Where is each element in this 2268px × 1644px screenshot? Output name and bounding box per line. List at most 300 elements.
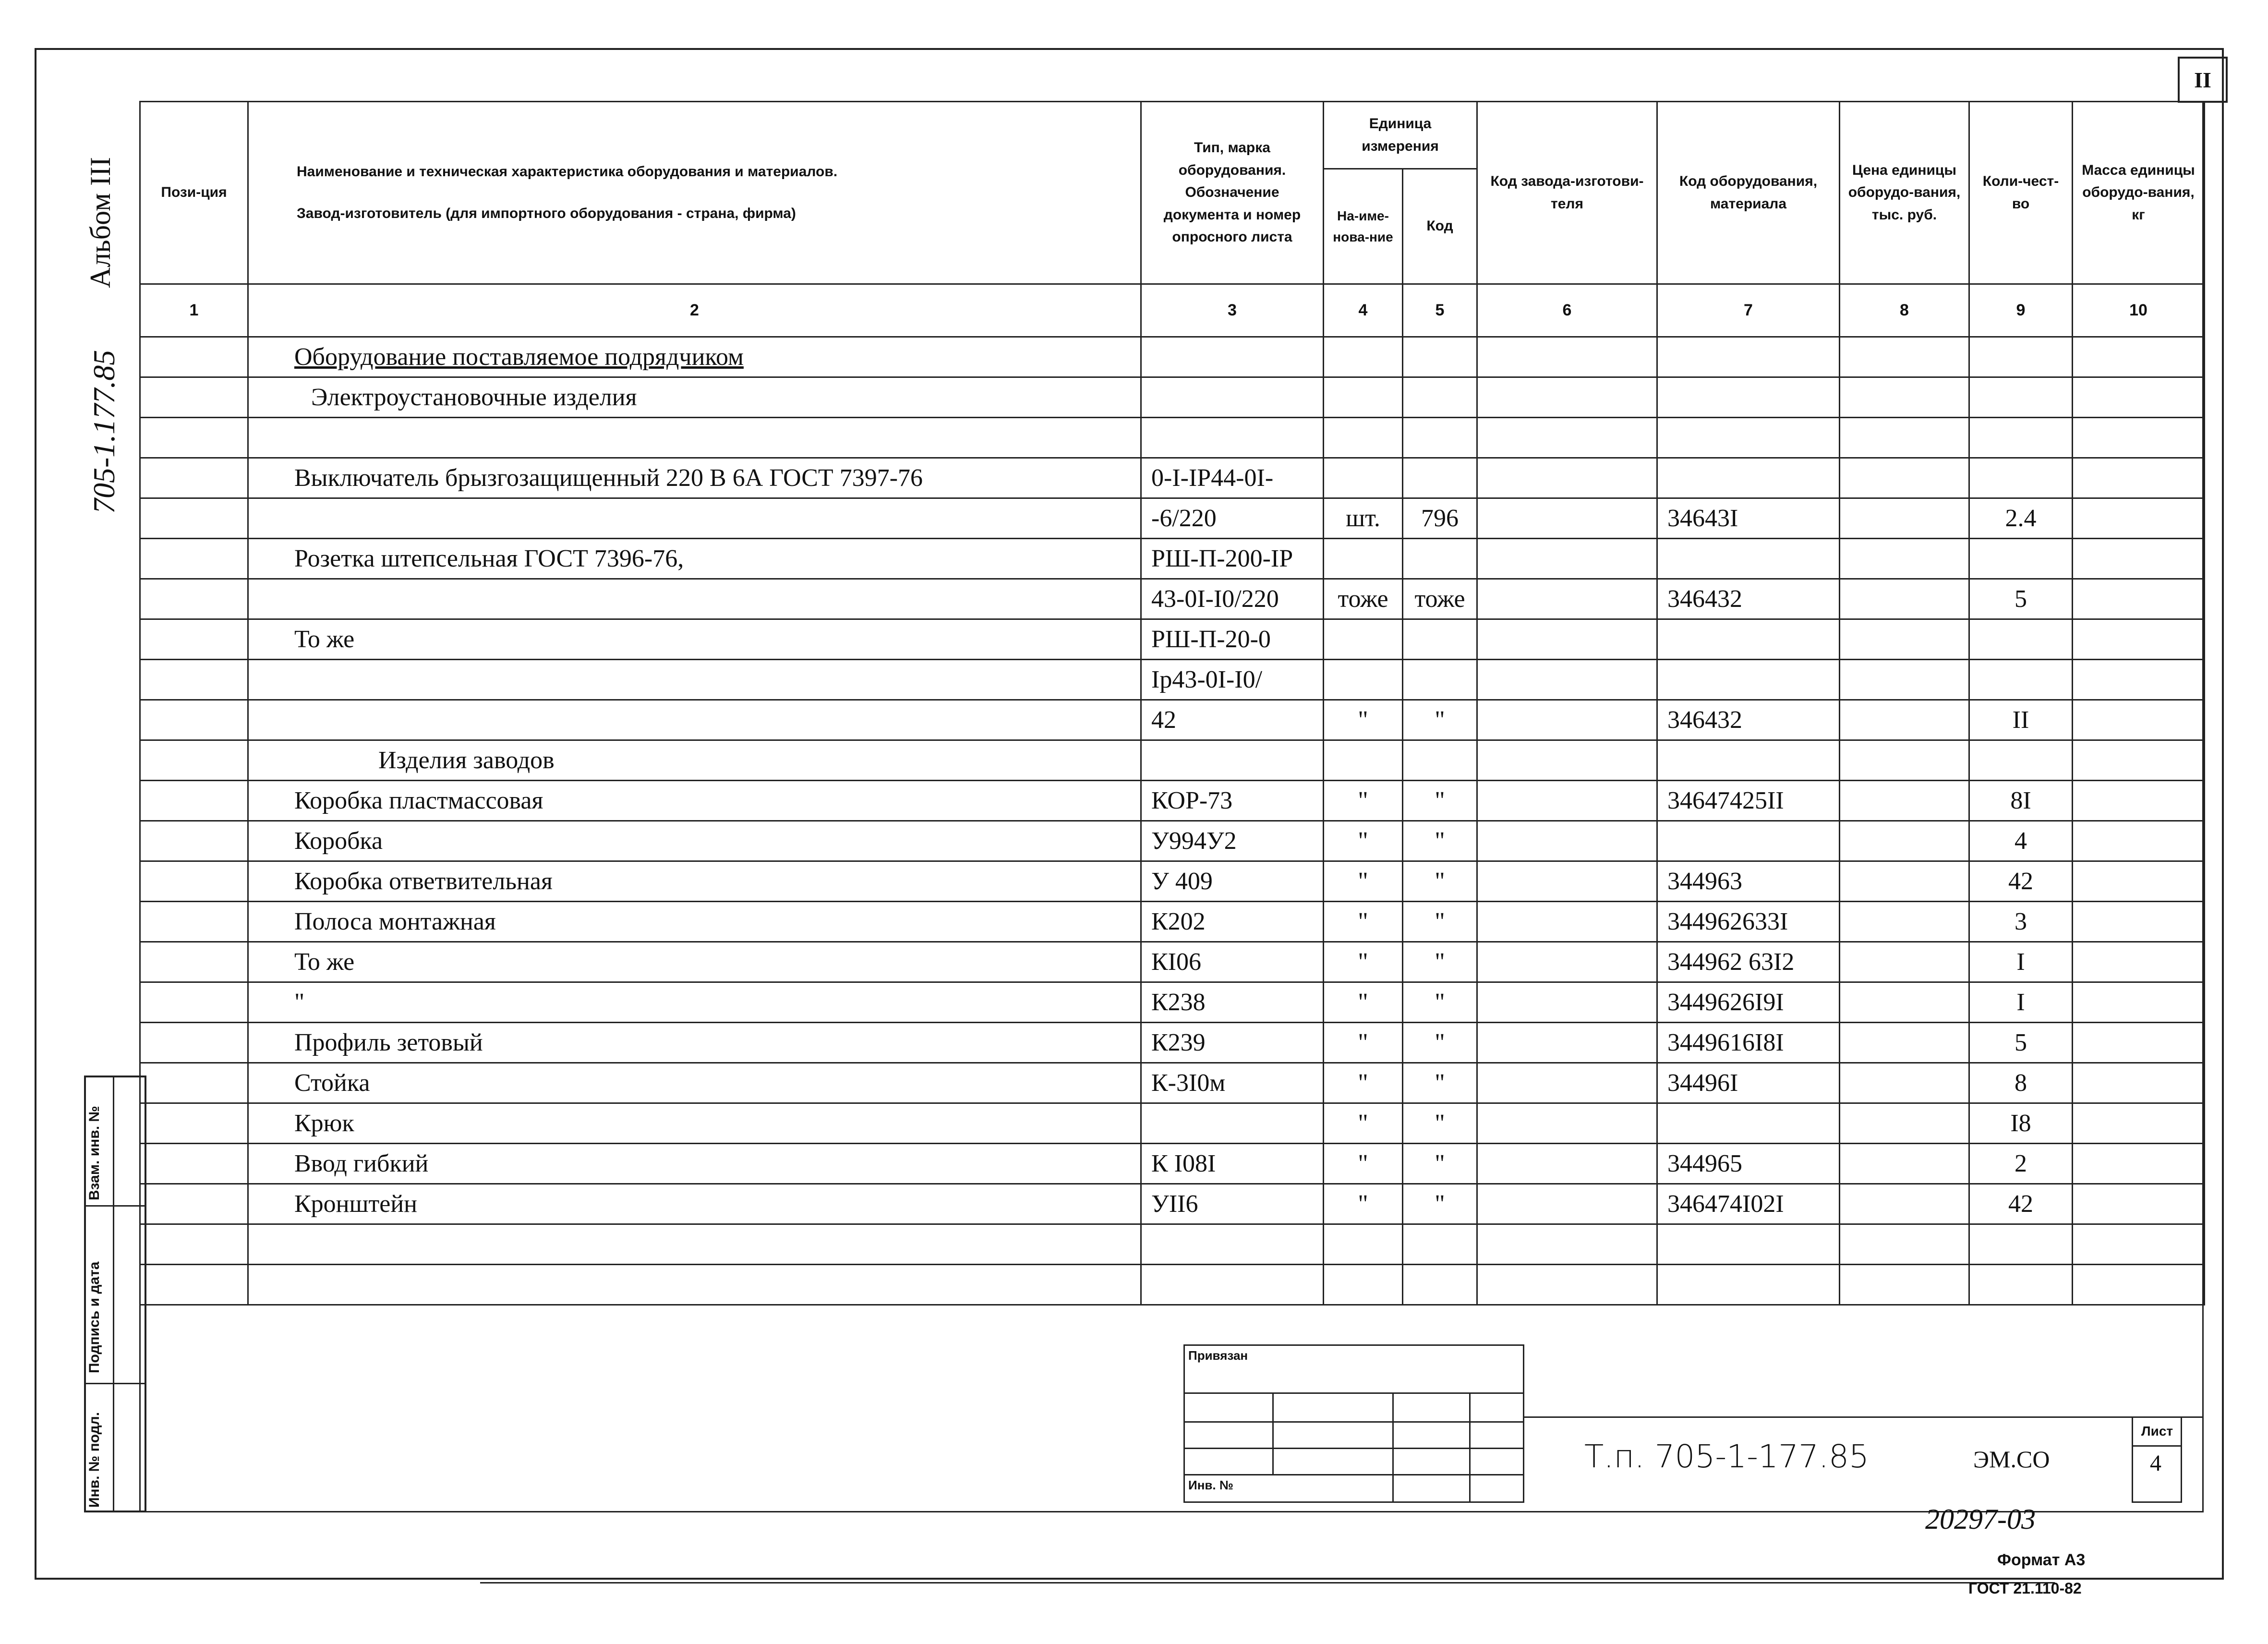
cell-type xyxy=(1141,377,1324,418)
cell-mass xyxy=(2073,1023,2205,1063)
cell-unit: " xyxy=(1324,700,1403,740)
cell-material-code: 34647425II xyxy=(1657,781,1840,821)
stamp-label-signature-date: Подпись и дата xyxy=(86,1261,102,1373)
cell-name: Выключатель брызгозащищенный 220 В 6А ГОСТ 7397-76 xyxy=(248,458,1141,498)
cell-pos xyxy=(140,539,248,579)
table-row xyxy=(140,1184,2205,1224)
binding-stamp-label: Привязан xyxy=(1188,1348,1248,1363)
cell-mass xyxy=(2073,458,2205,498)
cell-unit: " xyxy=(1324,902,1403,942)
cell-type: РШ-П-200-IР xyxy=(1141,539,1324,579)
cell-pos xyxy=(140,1144,248,1184)
cell-unit-code: " xyxy=(1403,1103,1477,1144)
cell-mass xyxy=(2073,1144,2205,1184)
cell-mass xyxy=(2073,337,2205,377)
cell-price xyxy=(1840,1224,1969,1265)
cell-price xyxy=(1840,1265,1969,1305)
cell-unit: " xyxy=(1324,861,1403,902)
cell-unit-code: 796 xyxy=(1403,498,1477,539)
cell-mass xyxy=(2073,942,2205,982)
cell-pos xyxy=(140,1265,248,1305)
cell-name: То же xyxy=(248,619,1141,660)
cell-pos xyxy=(140,1184,248,1224)
col-num: 3 xyxy=(1141,284,1324,337)
cell-name: То же xyxy=(248,942,1141,982)
cell-quantity: 5 xyxy=(1969,1023,2073,1063)
cell-price xyxy=(1840,902,1969,942)
cell-factory-code xyxy=(1477,619,1657,660)
cell-mass xyxy=(2073,1224,2205,1265)
header-unit-code: Код xyxy=(1403,169,1477,284)
cell-unit xyxy=(1324,458,1403,498)
cell-pos xyxy=(140,377,248,418)
cell-price xyxy=(1840,377,1969,418)
column-number-row xyxy=(140,284,2205,337)
cell-type: УII6 xyxy=(1141,1184,1324,1224)
cell-unit xyxy=(1324,740,1403,781)
cell-price xyxy=(1840,740,1969,781)
table-row xyxy=(140,902,2205,942)
cell-factory-code xyxy=(1477,821,1657,861)
cell-material-code xyxy=(1657,1103,1840,1144)
cell-name xyxy=(248,498,1141,539)
cell-price xyxy=(1840,337,1969,377)
table-row xyxy=(140,821,2205,861)
cell-quantity: 4 xyxy=(1969,821,2073,861)
cell-factory-code xyxy=(1477,1023,1657,1063)
cell-unit: " xyxy=(1324,982,1403,1023)
cell-material-code xyxy=(1657,821,1840,861)
cell-unit xyxy=(1324,619,1403,660)
cell-unit: тоже xyxy=(1324,579,1403,619)
cell-quantity xyxy=(1969,660,2073,700)
cell-unit-code: " xyxy=(1403,1144,1477,1184)
cell-unit-code xyxy=(1403,1224,1477,1265)
cell-type: К239 xyxy=(1141,1023,1324,1063)
cell-name xyxy=(248,1224,1141,1265)
binding-stamp xyxy=(1183,1344,1524,1503)
cell-type: К-3I0м xyxy=(1141,1063,1324,1103)
side-album-label: Альбом III xyxy=(84,157,116,288)
cell-type: 0-I-IP44-0I- xyxy=(1141,458,1324,498)
cell-unit xyxy=(1324,1265,1403,1305)
cell-name: Коробка пластмассовая xyxy=(248,781,1141,821)
cell-name: Изделия заводов xyxy=(248,740,1141,781)
cell-type xyxy=(1141,1224,1324,1265)
cell-unit-code: тоже xyxy=(1403,579,1477,619)
cell-factory-code xyxy=(1477,781,1657,821)
cell-name xyxy=(248,660,1141,700)
cell-pos xyxy=(140,337,248,377)
table-row xyxy=(140,619,2205,660)
stamp-label-original-inv: Инв. № подл. xyxy=(86,1412,102,1508)
cell-name xyxy=(248,579,1141,619)
cell-price xyxy=(1840,418,1969,458)
header-type: Тип, марка оборудования. Обозначение документа и номер опросного листа xyxy=(1141,102,1324,284)
cell-pos xyxy=(140,1023,248,1063)
cell-quantity: 8 xyxy=(1969,1063,2073,1103)
cell-unit xyxy=(1324,660,1403,700)
cell-unit xyxy=(1324,1224,1403,1265)
cell-mass xyxy=(2073,740,2205,781)
header-unit-name: На-име-нова-ние xyxy=(1324,169,1403,284)
cell-name: Оборудование поставляемое подрядчиком xyxy=(248,337,1141,377)
cell-pos xyxy=(140,942,248,982)
table-row xyxy=(140,458,2205,498)
cell-type: Iр43-0I-I0/ xyxy=(1141,660,1324,700)
cell-unit: " xyxy=(1324,1184,1403,1224)
cell-type xyxy=(1141,418,1324,458)
cell-mass xyxy=(2073,861,2205,902)
cell-unit-code: " xyxy=(1403,700,1477,740)
cell-name: " xyxy=(248,982,1141,1023)
cell-name xyxy=(248,1265,1141,1305)
cell-unit-code xyxy=(1403,337,1477,377)
cell-type: КI06 xyxy=(1141,942,1324,982)
cell-factory-code xyxy=(1477,902,1657,942)
cell-unit-code: " xyxy=(1403,1184,1477,1224)
cell-factory-code xyxy=(1477,458,1657,498)
cell-quantity xyxy=(1969,418,2073,458)
binding-stamp-line-4 xyxy=(1183,1474,1524,1475)
cell-factory-code xyxy=(1477,377,1657,418)
cell-factory-code xyxy=(1477,660,1657,700)
cell-type: 43-0I-I0/220 xyxy=(1141,579,1324,619)
table-row xyxy=(140,1023,2205,1063)
cell-material-code xyxy=(1657,1265,1840,1305)
cell-unit xyxy=(1324,377,1403,418)
cell-quantity: 2 xyxy=(1969,1144,2073,1184)
cell-quantity: 2.4 xyxy=(1969,498,2073,539)
cell-quantity: 8I xyxy=(1969,781,2073,821)
cell-factory-code xyxy=(1477,982,1657,1023)
cell-unit-code: " xyxy=(1403,821,1477,861)
cell-pos xyxy=(140,740,248,781)
cell-quantity: I xyxy=(1969,982,2073,1023)
cell-unit: шт. xyxy=(1324,498,1403,539)
table-row xyxy=(140,539,2205,579)
cell-material-code xyxy=(1657,337,1840,377)
left-stamp-sep-2 xyxy=(84,1383,146,1384)
cell-mass xyxy=(2073,1184,2205,1224)
table-row xyxy=(140,942,2205,982)
cell-material-code xyxy=(1657,539,1840,579)
cell-material-code: 34496I xyxy=(1657,1063,1840,1103)
cell-name: Электроустановочные изделия xyxy=(248,377,1141,418)
cell-price xyxy=(1840,619,1969,660)
cell-quantity xyxy=(1969,619,2073,660)
cell-price xyxy=(1840,1144,1969,1184)
cell-factory-code xyxy=(1477,1103,1657,1144)
cell-unit: " xyxy=(1324,1063,1403,1103)
header-name-line1: Наименование и техническая характеристика оборудования и материалов. xyxy=(297,164,838,180)
cell-pos xyxy=(140,982,248,1023)
cell-quantity: I xyxy=(1969,942,2073,982)
cell-quantity xyxy=(1969,539,2073,579)
cell-name: Крюк xyxy=(248,1103,1141,1144)
cell-factory-code xyxy=(1477,1184,1657,1224)
col-num: 1 xyxy=(140,284,248,337)
cell-price xyxy=(1840,539,1969,579)
table-row xyxy=(140,1103,2205,1144)
cell-name: Розетка штепсельная ГОСТ 7396-76, xyxy=(248,539,1141,579)
cell-material-code: 346432 xyxy=(1657,700,1840,740)
header-position: Пози-ция xyxy=(140,102,248,284)
cell-pos xyxy=(140,781,248,821)
cell-material-code: 344962 63I2 xyxy=(1657,942,1840,982)
binding-stamp-vline-1 xyxy=(1272,1392,1274,1474)
specification-table xyxy=(139,101,2205,1306)
col-num: 6 xyxy=(1477,284,1657,337)
cell-material-code: 34643I xyxy=(1657,498,1840,539)
cell-pos xyxy=(140,902,248,942)
cell-factory-code xyxy=(1477,539,1657,579)
archive-number: 20297-03 xyxy=(1925,1503,2036,1535)
cell-material-code: 346474I02I xyxy=(1657,1184,1840,1224)
table-row xyxy=(140,1224,2205,1265)
cell-name: Коробка ответвительная xyxy=(248,861,1141,902)
cell-unit xyxy=(1324,539,1403,579)
header-name xyxy=(248,102,1141,284)
cell-unit-code xyxy=(1403,377,1477,418)
table-row xyxy=(140,377,2205,418)
col-num: 7 xyxy=(1657,284,1840,337)
col-num: 4 xyxy=(1324,284,1403,337)
cell-unit-code xyxy=(1403,418,1477,458)
cell-unit-code xyxy=(1403,740,1477,781)
cell-price xyxy=(1840,660,1969,700)
cell-price xyxy=(1840,861,1969,902)
cell-unit-code xyxy=(1403,660,1477,700)
cell-pos xyxy=(140,660,248,700)
table-row xyxy=(140,579,2205,619)
cell-mass xyxy=(2073,660,2205,700)
cell-price xyxy=(1840,700,1969,740)
cell-unit: " xyxy=(1324,1023,1403,1063)
cell-quantity: 3 xyxy=(1969,902,2073,942)
cell-unit: " xyxy=(1324,781,1403,821)
cell-name: Кронштейн xyxy=(248,1184,1141,1224)
list-label: Лист xyxy=(2141,1424,2173,1438)
cell-mass xyxy=(2073,377,2205,418)
cell-price xyxy=(1840,1023,1969,1063)
cell-material-code xyxy=(1657,740,1840,781)
cell-unit: " xyxy=(1324,821,1403,861)
cell-mass xyxy=(2073,821,2205,861)
cell-pos xyxy=(140,861,248,902)
binding-stamp-vline-3 xyxy=(1469,1392,1471,1503)
cell-factory-code xyxy=(1477,942,1657,982)
binding-stamp-line-2 xyxy=(1183,1421,1524,1423)
table-row xyxy=(140,982,2205,1023)
cell-unit-code: " xyxy=(1403,781,1477,821)
table-row xyxy=(140,1265,2205,1305)
cell-quantity: I8 xyxy=(1969,1103,2073,1144)
inventory-number-label: Инв. № xyxy=(1188,1478,1233,1492)
cell-factory-code xyxy=(1477,498,1657,539)
cell-type: У994У2 xyxy=(1141,821,1324,861)
cell-unit-code xyxy=(1403,619,1477,660)
cell-material-code: 344965 xyxy=(1657,1144,1840,1184)
cell-factory-code xyxy=(1477,1265,1657,1305)
col-num: 8 xyxy=(1840,284,1969,337)
cell-factory-code xyxy=(1477,1144,1657,1184)
cell-mass xyxy=(2073,700,2205,740)
col-num: 10 xyxy=(2073,284,2205,337)
cell-name: Стойка xyxy=(248,1063,1141,1103)
cell-quantity xyxy=(1969,377,2073,418)
table-row xyxy=(140,660,2205,700)
cell-type: 42 xyxy=(1141,700,1324,740)
cell-material-code: 346432 xyxy=(1657,579,1840,619)
cell-mass xyxy=(2073,539,2205,579)
table-row xyxy=(140,700,2205,740)
document-mark: ЭМ.СО xyxy=(1973,1446,2050,1473)
cell-price xyxy=(1840,458,1969,498)
cell-unit xyxy=(1324,337,1403,377)
cell-material-code: 344962633I xyxy=(1657,902,1840,942)
cell-quantity: 5 xyxy=(1969,579,2073,619)
binding-stamp-line-3 xyxy=(1183,1448,1524,1449)
cell-unit-code: " xyxy=(1403,1023,1477,1063)
cell-material-code: 344963 xyxy=(1657,861,1840,902)
cell-mass xyxy=(2073,1265,2205,1305)
header-unit-group: Единица измерения xyxy=(1324,102,1477,169)
cell-type: РШ-П-20-0 xyxy=(1141,619,1324,660)
header-name-line2: Завод-изготовитель (для импортного оборудования - страна, фирма) xyxy=(297,205,796,221)
cell-type xyxy=(1141,1265,1324,1305)
cell-factory-code xyxy=(1477,861,1657,902)
cell-price xyxy=(1840,1063,1969,1103)
cell-name: Ввод гибкий xyxy=(248,1144,1141,1184)
cell-factory-code xyxy=(1477,1224,1657,1265)
cell-unit-code: " xyxy=(1403,982,1477,1023)
cell-type: -6/220 xyxy=(1141,498,1324,539)
cell-type: КОР-73 xyxy=(1141,781,1324,821)
cell-unit: " xyxy=(1324,942,1403,982)
cell-type: К202 xyxy=(1141,902,1324,942)
cell-unit-code: " xyxy=(1403,1063,1477,1103)
cell-material-code xyxy=(1657,418,1840,458)
cell-pos xyxy=(140,1063,248,1103)
cell-factory-code xyxy=(1477,1063,1657,1103)
cell-mass xyxy=(2073,619,2205,660)
cell-type: К I08I xyxy=(1141,1144,1324,1184)
cell-pos xyxy=(140,418,248,458)
cell-price xyxy=(1840,982,1969,1023)
cell-factory-code xyxy=(1477,740,1657,781)
cell-name: Полоса монтажная xyxy=(248,902,1141,942)
cell-unit-code xyxy=(1403,458,1477,498)
cell-mass xyxy=(2073,1103,2205,1144)
cell-factory-code xyxy=(1477,418,1657,458)
table-row xyxy=(140,337,2205,377)
binding-stamp-vline-2 xyxy=(1392,1392,1394,1503)
left-stamp-sep-1 xyxy=(84,1205,146,1207)
cell-mass xyxy=(2073,418,2205,458)
cell-name: Коробка xyxy=(248,821,1141,861)
cell-name xyxy=(248,418,1141,458)
cell-price xyxy=(1840,498,1969,539)
cell-type xyxy=(1141,337,1324,377)
table-row xyxy=(140,740,2205,781)
cell-mass xyxy=(2073,1063,2205,1103)
col-num: 2 xyxy=(248,284,1141,337)
table-row xyxy=(140,1063,2205,1103)
cell-price xyxy=(1840,821,1969,861)
table-row xyxy=(140,1144,2205,1184)
list-number: 4 xyxy=(2150,1451,2161,1476)
cell-quantity xyxy=(1969,337,2073,377)
cell-material-code: 3449626I9I xyxy=(1657,982,1840,1023)
col-num: 9 xyxy=(1969,284,2073,337)
cell-quantity xyxy=(1969,458,2073,498)
cell-quantity xyxy=(1969,740,2073,781)
cell-unit-code: " xyxy=(1403,942,1477,982)
cell-unit-code xyxy=(1403,1265,1477,1305)
cell-pos xyxy=(140,458,248,498)
cell-pos xyxy=(140,700,248,740)
bottom-rule xyxy=(480,1582,2055,1584)
list-box-divider xyxy=(2132,1445,2182,1447)
cell-pos xyxy=(140,821,248,861)
cell-unit-code xyxy=(1403,539,1477,579)
table-row xyxy=(140,861,2205,902)
cell-pos xyxy=(140,1103,248,1144)
cell-unit-code: " xyxy=(1403,861,1477,902)
cell-mass xyxy=(2073,902,2205,942)
cell-mass xyxy=(2073,781,2205,821)
header-price: Цена единицы оборудо-вания, тыс. руб. xyxy=(1840,102,1969,284)
corner-sheet-number: II xyxy=(2178,57,2228,103)
header-quantity: Коли-чест-во xyxy=(1969,102,2073,284)
header-factory-code: Код завода-изготови-теля xyxy=(1477,102,1657,284)
col-num: 5 xyxy=(1403,284,1477,337)
cell-material-code: 3449616I8I xyxy=(1657,1023,1840,1063)
table-row xyxy=(140,781,2205,821)
cell-material-code xyxy=(1657,619,1840,660)
cell-material-code xyxy=(1657,458,1840,498)
cell-quantity: II xyxy=(1969,700,2073,740)
cell-price xyxy=(1840,1103,1969,1144)
cell-unit: " xyxy=(1324,1144,1403,1184)
cell-factory-code xyxy=(1477,700,1657,740)
cell-unit: " xyxy=(1324,1103,1403,1144)
cell-mass xyxy=(2073,498,2205,539)
cell-price xyxy=(1840,1184,1969,1224)
cell-material-code xyxy=(1657,660,1840,700)
cell-unit-code: " xyxy=(1403,902,1477,942)
cell-material-code xyxy=(1657,1224,1840,1265)
cell-type: К238 xyxy=(1141,982,1324,1023)
cell-factory-code xyxy=(1477,337,1657,377)
cell-factory-code xyxy=(1477,579,1657,619)
cell-quantity: 42 xyxy=(1969,1184,2073,1224)
cell-mass xyxy=(2073,579,2205,619)
table-row xyxy=(140,498,2205,539)
table-row xyxy=(140,418,2205,458)
gost-label: ГОСТ 21.110-82 xyxy=(1968,1580,2082,1597)
cell-quantity xyxy=(1969,1224,2073,1265)
cell-quantity xyxy=(1969,1265,2073,1305)
cell-price xyxy=(1840,781,1969,821)
cell-quantity: 42 xyxy=(1969,861,2073,902)
cell-pos xyxy=(140,498,248,539)
cell-price xyxy=(1840,579,1969,619)
header-material-code: Код оборудования, материала xyxy=(1657,102,1840,284)
cell-pos xyxy=(140,579,248,619)
format-label: Формат А3 xyxy=(1997,1551,2086,1569)
